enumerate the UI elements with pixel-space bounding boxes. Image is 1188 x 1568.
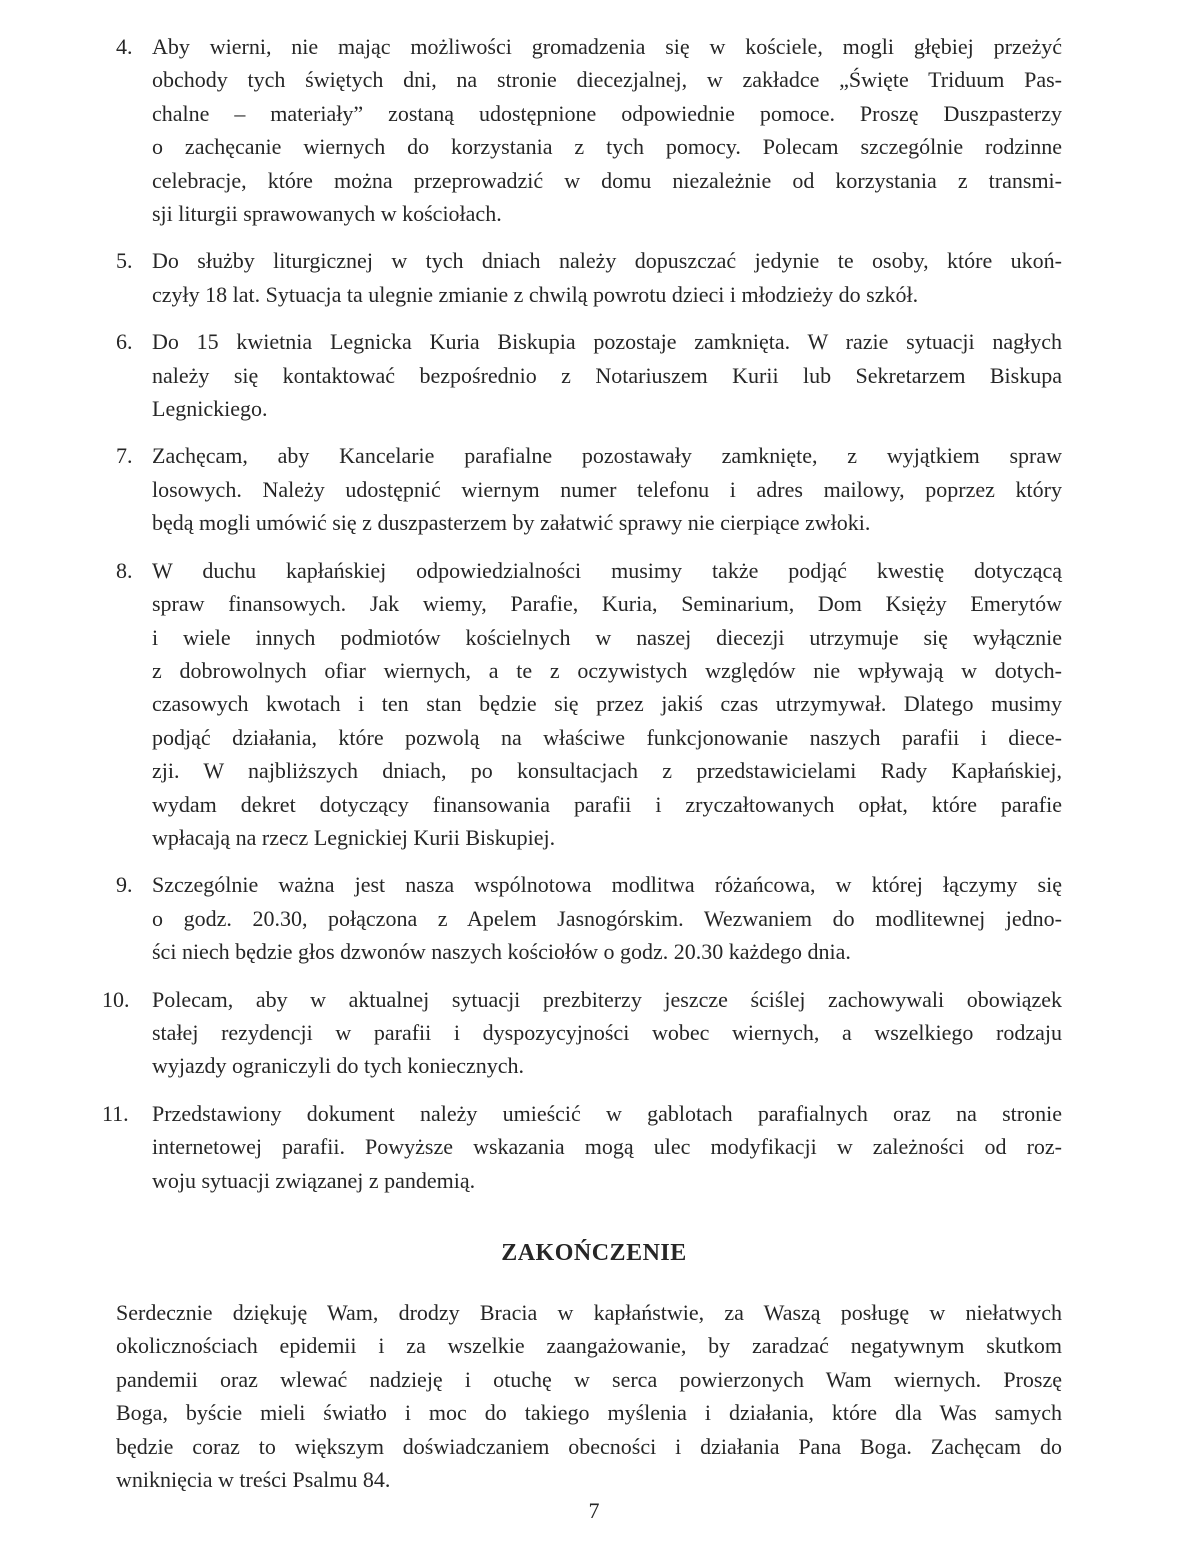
text-line: wniknięcia w treści Psalmu 84. [116,1467,391,1493]
list-item-text [152,325,1062,425]
text-line: Polecam, aby w aktualnej sytuacji prezbiterzy jeszcze ściślej zachowywali obowiązek [152,986,1062,1012]
list-item-number: 7. [116,443,133,469]
text-line: W duchu kapłańskiej odpowiedzialności musimy także podjąć kwestię dotyczącą [152,557,1062,583]
text-line: celebracje, które można przeprowadzić w domu niezależnie od korzystania z transmi- [152,167,1062,193]
text-line: internetowej parafii. Powyższe wskazania mogą ulec modyfikacji w zależności od roz- [152,1134,1062,1160]
list-item [116,439,1062,539]
list-item-number: 4. [116,34,133,59]
list-item-number: 10. [102,986,130,1012]
list-item-number: 6. [116,329,133,355]
list-item [116,325,1062,425]
list-item-number: 5. [116,248,133,274]
numbered-list [102,30,1062,1211]
list-item-text [152,30,1062,230]
text-line: Boga, byście mieli światło i moc do takiego myślenia i działania, które dla Was samych [116,1400,1062,1426]
text-line: stałej rezydencji w parafii i dyspozycyjności wobec wiernych, a wszelkiego rodzaju [152,1019,1062,1045]
text-line: wyjazdy ograniczyli do tych koniecznych. [152,1053,525,1079]
list-item [116,244,1062,311]
text-line: będą mogli umówić się z duszpasterzem by załatwić sprawy nie cierpiące zwłoki. [152,510,871,536]
text-line: Szczególnie ważna jest nasza wspólnotowa modlitwa różańcowa, w której łączymy się [152,872,1062,898]
text-line: Aby wierni, nie mając możliwości gromadzenia się w kościele, mogli głębiej przeżyć [152,34,1062,59]
list-item-text [152,554,1062,855]
text-line: z dobrowolnych ofiar wiernych, a te z oczywistych względów nie wpływają w dotych- [152,657,1062,683]
list-item [116,868,1062,968]
text-line: Zachęcam, aby Kancelarie parafialne pozostawały zamknięte, z wyjątkiem spraw [152,443,1062,469]
text-line: zji. W najbliższych dniach, po konsultacjach z przedstawicielami Rady Kapłańskiej, [152,758,1062,784]
text-line: ści niech będzie głos dzwonów naszych kościołów o godz. 20.30 każdego dnia. [152,939,851,965]
list-item-number: 8. [116,557,133,583]
list-item [102,1097,1062,1197]
text-line: Serdecznie dziękuję Wam, drodzy Bracia w kapłaństwie, za Waszą posługę w niełatwych [116,1300,1062,1325]
list-item [116,554,1062,855]
closing-paragraph [116,1296,1062,1496]
list-item [102,983,1062,1083]
text-line: pandemii oraz wlewać nadzieję i otuchę w serca powierzonych Wam wiernych. Proszę [116,1366,1062,1392]
text-line: Do 15 kwietnia Legnicka Kuria Biskupia pozostaje zamknięta. W razie sytuacji nagłych [152,329,1062,355]
list-item-number: 9. [116,872,133,898]
text-line: wpłacają na rzecz Legnickiej Kurii Biskupiej. [152,824,556,850]
text-line: losowych. Należy udostępnić wiernym numer telefonu i adres mailowy, poprzez który [152,476,1062,502]
text-line: Do służby liturgicznej w tych dniach należy dopuszczać jedynie te osoby, które ukoń- [152,248,1062,274]
text-line: sji liturgii sprawowanych w kościołach. [152,201,502,227]
page-number: 7 [588,1498,600,1523]
list-item-text [152,244,1062,311]
text-line: spraw finansowych. Jak wiemy, Parafie, Kuria, Seminarium, Dom Księży Emerytów [152,591,1062,617]
text-line: należy się kontaktować bezpośrednio z Notariuszem Kurii lub Sekretarzem Biskupa [152,362,1062,388]
list-item-text [152,983,1062,1083]
text-line: będzie coraz to większym doświadczaniem obecności i działania Pana Boga. Zachęcam do [116,1433,1062,1459]
text-line: o zachęcanie wiernych do korzystania z tych pomocy. Polecam szczególnie rodzinne [152,134,1062,160]
text-line: Legnickiego. [152,396,268,422]
text-line: i wiele innych podmiotów kościelnych w naszej diecezji utrzymuje się wyłącznie [152,624,1062,650]
text-line: Przedstawiony dokument należy umieścić w gablotach parafialnych oraz na stronie [152,1100,1062,1126]
list-item-text [152,868,1062,968]
text-line: czasowych kwotach i ten stan będzie się przez jakiś czas utrzymywał. Dlatego musimy [152,691,1062,717]
list-item-text [152,1097,1062,1197]
list-item-number: 11. [102,1100,129,1126]
list-item [116,30,1062,230]
text-line: woju sytuacji związanej z pandemią. [152,1167,476,1193]
section-heading: ZAKOŃCZENIE [501,1240,687,1266]
text-line: podjąć działania, które pozwolą na właściwe funkcjonowanie naszych parafii i diece- [152,724,1062,750]
text-line: czyły 18 lat. Sytuacja ta ulegnie zmianie z chwilą powrotu dzieci i młodzieży do szkół. [152,281,919,307]
list-item-text [152,439,1062,539]
text-line: okolicznościach epidemii i za wszelkie zaangażowanie, by zaradzać negatywnym skutkom [116,1333,1062,1359]
text-line: chalne – materiały” zostaną udostępnione odpowiednie pomoce. Proszę Duszpasterzy [152,100,1062,126]
text-line: o godz. 20.30, połączona z Apelem Jasnogórskim. Wezwaniem do modlitewnej jedno- [152,905,1062,931]
text-line: obchody tych świętych dni, na stronie diecezjalnej, w zakładce „Święte Triduum Pas- [152,67,1062,93]
text-line: wydam dekret dotyczący finansowania parafii i zryczałtowanych opłat, które parafie [152,791,1062,817]
